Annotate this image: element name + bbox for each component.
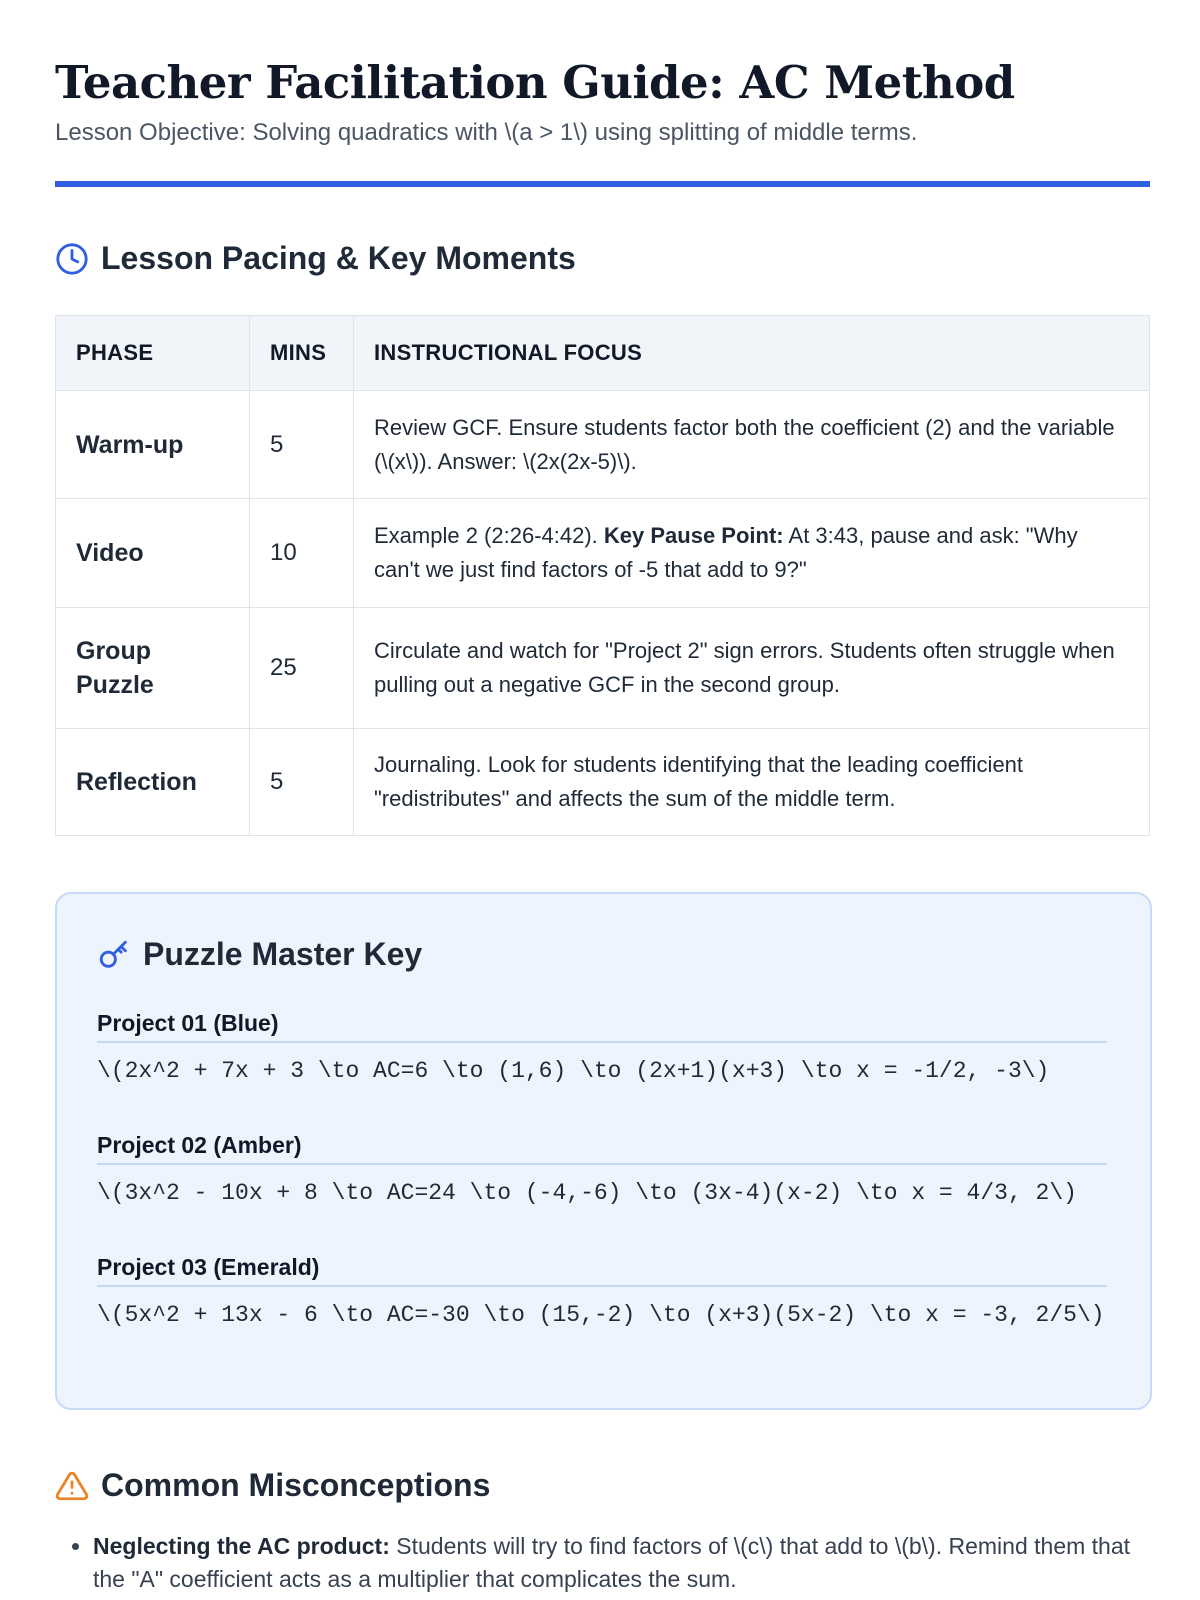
pacing-heading-label: Lesson Pacing & Key Moments xyxy=(101,240,576,276)
project-title: Project 01 (Blue) xyxy=(97,1010,1107,1043)
project-title: Project 02 (Amber) xyxy=(97,1132,1107,1165)
page-title: Teacher Facilitation Guide: AC Method xyxy=(55,56,1015,109)
focus-cell xyxy=(354,499,1150,608)
project-formula: \(2x^2 + 7x + 3 \to AC=6 \to (1,6) \to (2x+1)(x+3) \to x = -1/2, -3\) xyxy=(97,1058,1050,1084)
misconception-title: Neglecting the AC product: xyxy=(93,1533,390,1559)
table-row xyxy=(56,729,1150,836)
misconceptions-heading xyxy=(55,1467,490,1504)
phase-cell: Video xyxy=(56,499,250,608)
mins-cell: 5 xyxy=(250,729,354,836)
mins-cell: 10 xyxy=(250,499,354,608)
project-formula: \(3x^2 - 10x + 8 \to AC=24 \to (-4,-6) \to (3x-4)(x-2) \to x = 4/3, 2\) xyxy=(97,1180,1077,1206)
project-entry xyxy=(97,1132,1107,1210)
focus-cell: Journaling. Look for students identifying that the leading coefficient "redistributes" and affects the sum of the middle term. xyxy=(354,729,1150,836)
mins-cell: 5 xyxy=(250,391,354,499)
list-item xyxy=(93,1530,1150,1596)
project-entry xyxy=(97,1010,1107,1088)
key-icon xyxy=(97,938,131,972)
misconception-text: Students will try to find factors of \(c\) that add to \(b\). Remind them that the "A" coefficient acts as a multiplier that complicates the sum. xyxy=(93,1533,1131,1592)
focus-text: At 3:43, pause and ask: "Why can't we just find factors of -5 that add to 9?" xyxy=(374,523,1078,582)
title-divider xyxy=(55,181,1150,187)
table-row xyxy=(56,499,1150,608)
misconceptions-heading-label: Common Misconceptions xyxy=(101,1467,491,1503)
master-key-heading xyxy=(97,936,422,973)
project-entry xyxy=(97,1254,1107,1332)
column-header-focus: INSTRUCTIONAL FOCUS xyxy=(354,316,1150,391)
table-row xyxy=(56,608,1150,729)
clock-icon xyxy=(55,242,89,276)
mins-cell: 25 xyxy=(250,608,354,729)
column-header-phase: PHASE xyxy=(56,316,250,391)
master-key-card xyxy=(55,892,1152,1410)
pacing-heading xyxy=(55,240,576,277)
table-row xyxy=(56,391,1150,499)
column-header-mins: MINS xyxy=(250,316,354,391)
warning-icon xyxy=(55,1469,89,1503)
misconceptions-list xyxy=(55,1530,1150,1596)
focus-cell: Circulate and watch for "Project 2" sign errors. Students often struggle when pulling out a negative GCF in the second group. xyxy=(354,608,1150,729)
pacing-table xyxy=(55,315,1150,836)
project-title: Project 03 (Emerald) xyxy=(97,1254,1107,1287)
lesson-objective: Lesson Objective: Solving quadratics with \(a > 1\) using splitting of middle terms. xyxy=(55,119,918,146)
focus-cell: Review GCF. Ensure students factor both the coefficient (2) and the variable (\(x\)). Answer: \(2x(2x-5)\). xyxy=(354,391,1150,499)
master-key-heading-label: Puzzle Master Key xyxy=(143,936,423,972)
phase-cell: Warm-up xyxy=(56,391,250,499)
focus-text: Example 2 (2:26-4:42). xyxy=(374,523,604,548)
key-pause-label: Key Pause Point: xyxy=(603,523,784,548)
phase-cell: Group Puzzle xyxy=(56,608,250,729)
phase-cell: Reflection xyxy=(56,729,250,836)
table-header-row xyxy=(56,316,1150,391)
project-formula: \(5x^2 + 13x - 6 \to AC=-30 \to (15,-2) \to (x+3)(5x-2) \to x = -3, 2/5\) xyxy=(97,1302,1105,1328)
